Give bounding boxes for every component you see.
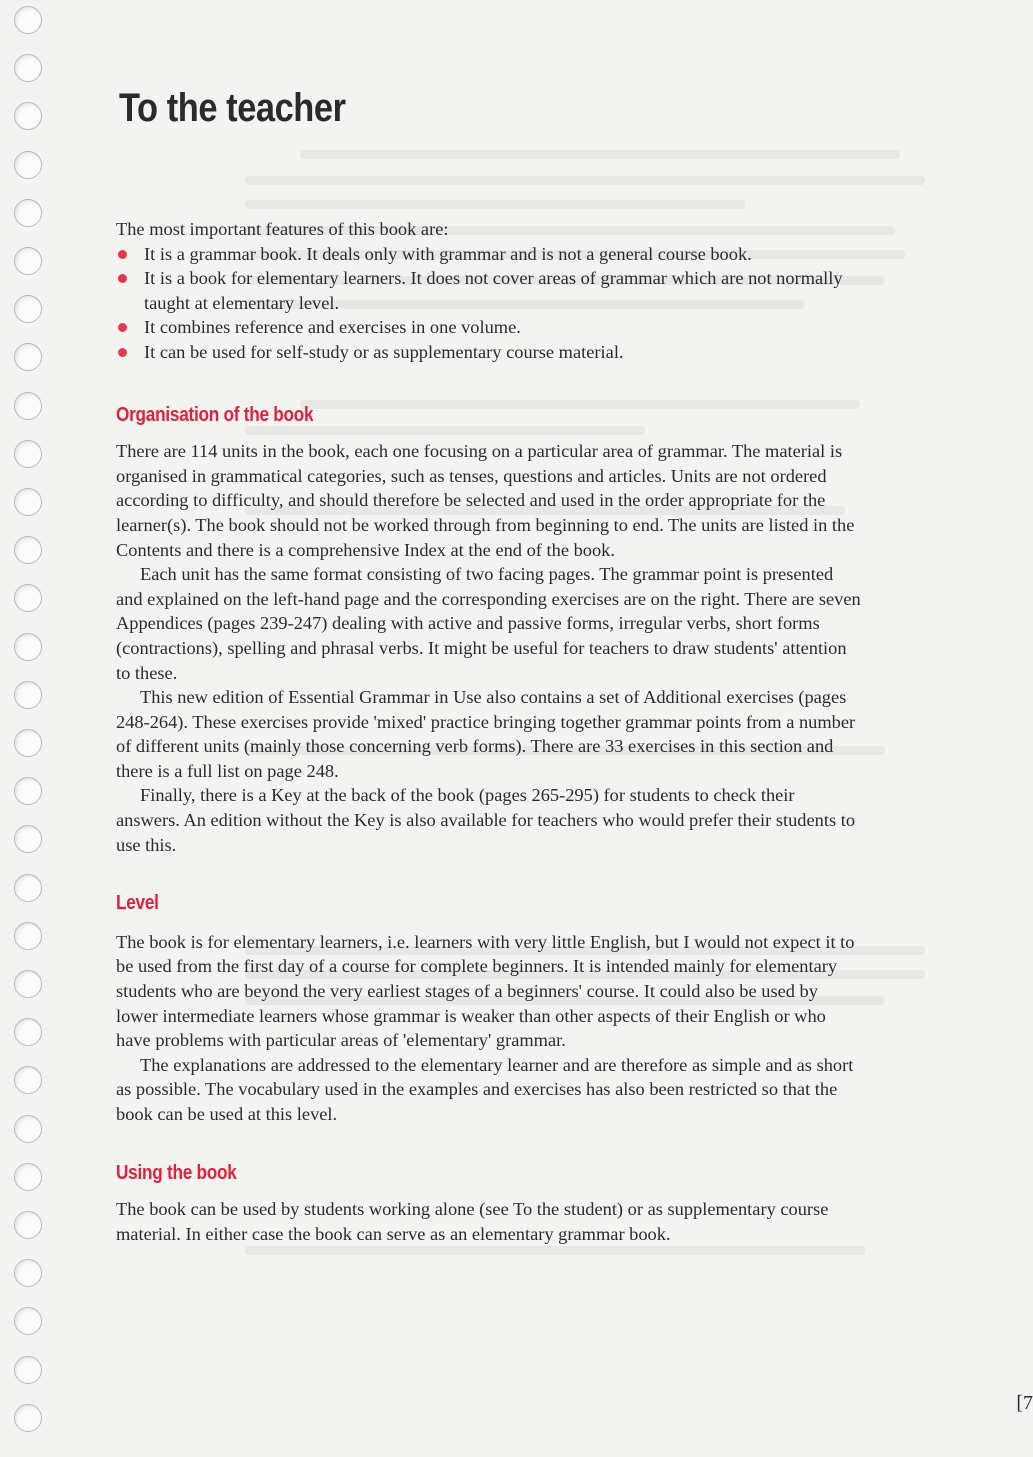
- binding-ring: [14, 1115, 42, 1143]
- body-text: [116, 217, 861, 1246]
- binding-ring: [14, 1356, 42, 1384]
- paragraph: The explanations are addressed to the elementary learner and are therefore as simple and as short as possible. The vocabulary used in the examples and exercises has also been restricted so that the book can be used at this level.: [116, 1054, 854, 1124]
- section-heading-level: Level: [116, 892, 159, 915]
- binding-ring: [14, 6, 42, 34]
- binding-ring: [14, 970, 42, 998]
- binding-ring: [14, 199, 42, 227]
- list-item: It combines reference and exercises in one volume.: [116, 315, 844, 340]
- paragraph: The book is for elementary learners, i.e. learners with very little English, but I would not expect it to be used from the first day of a course for complete beginners. It is intended mainly for elementary students who are beyond the very earliest stages of a beginners' course. It could also be used by lower intermediate learners whose grammar is weaker than other aspects of their English or who have problems with particular areas of 'elementary' grammar.: [116, 931, 855, 1051]
- intro-text: The most important features of this book are:: [116, 219, 449, 239]
- list-item: It is a book for elementary learners. It does not cover areas of grammar which are not normally taught at elementary level.: [116, 266, 844, 315]
- binding-ring: [14, 874, 42, 902]
- list-item: It is a grammar book. It deals only with grammar and is not a general course book.: [116, 242, 844, 267]
- binding-ring: [14, 392, 42, 420]
- binding-ring: [14, 729, 42, 757]
- paragraph: There are 114 units in the book, each one focusing on a particular area of grammar. The material is organised in grammatical categories, such as tenses, questions and articles. Units are not ordered according to difficulty, and should therefore be selected and used in the order appropriate for the learner(s). The book should not be worked through from beginning to end. The units are listed in the Contents and there is a comprehensive Index at the end of the book.: [116, 441, 855, 560]
- paragraph: Finally, there is a Key at the back of the book (pages 265-295) for students to check their answers. An edition without the Key is also available for teachers who would prefer their students to use this.: [116, 785, 856, 855]
- page-number: [7: [1016, 1392, 1033, 1414]
- spiral-binding: [14, 0, 54, 1457]
- binding-ring: [14, 295, 42, 323]
- binding-ring: [14, 488, 42, 516]
- feature-list: [116, 242, 861, 365]
- binding-ring: [14, 922, 42, 950]
- binding-ring: [14, 825, 42, 853]
- paragraph: Each unit has the same format consisting of two facing pages. The grammar point is presented and explained on the left-hand page and the corresponding exercises are on the right. There are seven Appendices (pages 239-247) dealing with active and passive forms, irregular verbs, short forms (contractions), spelling and phrasal verbs. It might be useful for teachers to draw students' attention to these.: [116, 564, 861, 683]
- list-item: It can be used for self-study or as supplementary course material.: [116, 340, 844, 365]
- binding-ring: [14, 1211, 42, 1239]
- paragraph: The book can be used by students working alone (see To the student) or as supplementary course material. In either case the book can serve as an elementary grammar book.: [116, 1199, 829, 1244]
- binding-ring: [14, 1259, 42, 1287]
- binding-ring: [14, 777, 42, 805]
- binding-ring: [14, 1163, 42, 1191]
- section-heading-using: Using the book: [116, 1161, 237, 1184]
- binding-ring: [14, 1018, 42, 1046]
- binding-ring: [14, 633, 42, 661]
- binding-ring: [14, 54, 42, 82]
- binding-ring: [14, 1404, 42, 1432]
- binding-ring: [14, 1066, 42, 1094]
- binding-ring: [14, 343, 42, 371]
- binding-ring: [14, 584, 42, 612]
- binding-ring: [14, 247, 42, 275]
- binding-ring: [14, 536, 42, 564]
- binding-ring: [14, 151, 42, 179]
- binding-ring: [14, 440, 42, 468]
- binding-ring: [14, 102, 42, 130]
- binding-ring: [14, 1307, 42, 1335]
- section-heading-organisation: Organisation of the book: [116, 403, 314, 426]
- page-title: To the teacher: [119, 86, 346, 130]
- binding-ring: [14, 681, 42, 709]
- paragraph: This new edition of Essential Grammar in Use also contains a set of Additional exercises (pages 248-264). These exercises provide 'mixed' practice bringing together grammar points from a number of different units (mainly those concerning verb forms). There are 33 exercises in this section and there is a full list on page 248.: [116, 687, 856, 781]
